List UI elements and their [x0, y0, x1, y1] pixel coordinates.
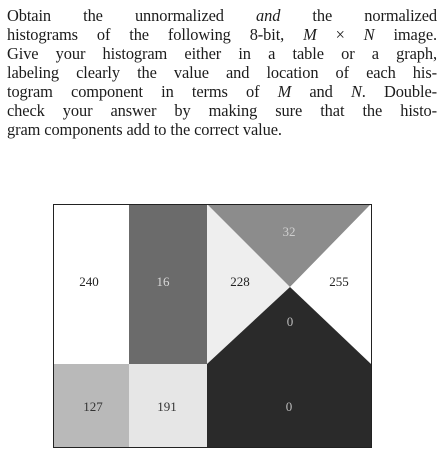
label-top-triangle: 32	[282, 223, 296, 239]
image-figure	[53, 204, 373, 449]
label-top-second: 16	[156, 273, 170, 289]
label-right-triangle: 255	[329, 273, 349, 289]
problem-line-7: gram components add to the correct value.	[7, 120, 282, 139]
label-left-triangle: 228	[230, 273, 250, 289]
label-top-left: 240	[79, 273, 99, 289]
problem-line-4: labeling clearly the value and location of each his-	[7, 63, 437, 82]
problem-line-5: togram component in terms of M and N. Double-	[7, 82, 437, 101]
image-diagram	[53, 204, 373, 449]
problem-statement	[7, 6, 437, 139]
label-bottom-second: 191	[157, 398, 177, 414]
problem-line-1: Obtain the unnormalized and the normalized	[7, 6, 437, 25]
problem-line-6: check your answer by making sure that the histo-	[7, 101, 437, 120]
label-bottom-left: 127	[83, 398, 103, 414]
problem-line-3: Give your histogram either in a table or a graph,	[7, 44, 437, 63]
label-center-dark: 0	[286, 313, 294, 329]
problem-line-2: histograms of the following 8-bit, M × N image.	[7, 25, 437, 44]
label-bottom-right: 0	[285, 398, 293, 414]
